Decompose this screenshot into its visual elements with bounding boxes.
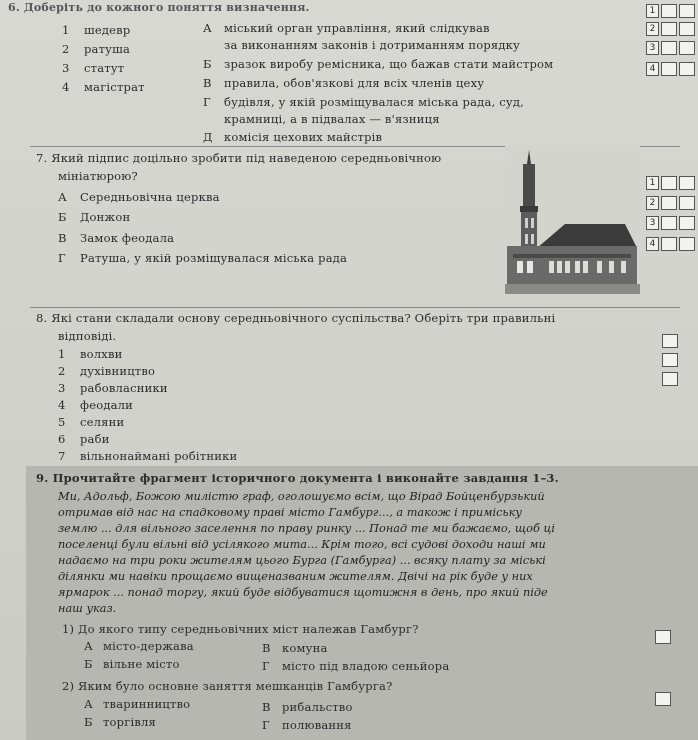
q6-def-letter: Б bbox=[203, 57, 212, 71]
q8-option: раби bbox=[80, 432, 110, 446]
q9-document-line: надаємо на три роки жителям цього Бурга (Гамбурга) ... всяку плату за міські bbox=[58, 554, 546, 567]
q8-option-num: 2 bbox=[58, 364, 66, 378]
q7-row-label: 4 bbox=[646, 237, 659, 251]
q9-sub1-option: вільне місто bbox=[103, 657, 180, 671]
q9-sub2-option: рибальство bbox=[282, 700, 353, 714]
q8-option-num: 1 bbox=[58, 347, 66, 361]
q9-document-line: ярмарок ... понад торгу, який буде відбуватися щотижня в день, про який піде bbox=[58, 586, 548, 599]
q8-option: селяни bbox=[80, 415, 125, 429]
q9-header: 9. Прочитайте фрагмент історичного документа і виконайте завдання 1–3. bbox=[36, 471, 559, 485]
q7-option-letter: Б bbox=[58, 210, 67, 224]
q8-answer-box[interactable] bbox=[662, 353, 678, 367]
q8-option: духівництво bbox=[80, 364, 156, 378]
q6-def-letter: Д bbox=[203, 130, 213, 144]
q6-def-letter: Г bbox=[203, 95, 211, 109]
q9-option-letter: Г bbox=[262, 718, 270, 732]
medieval-miniature-illustration bbox=[505, 146, 640, 294]
q6-def-text: міський орган управління, який слідкував bbox=[224, 21, 490, 35]
q9-document-line: отримав від нас на спадковому праві місто Гамбург..., а також і приміську bbox=[58, 506, 522, 519]
q8-question: 8. Які стани складали основу середньовічного суспільства? Оберіть три правильні bbox=[36, 311, 556, 325]
q7-question: мініатюрою? bbox=[58, 169, 138, 183]
q6-def-text: будівля, у якій розміщувалася міська рада, суд, bbox=[224, 95, 524, 109]
q7-option: Замок феодала bbox=[80, 231, 175, 245]
q6-left-num: 1 bbox=[62, 23, 70, 37]
q8-option-num: 3 bbox=[58, 381, 66, 395]
q7-option: Середньовічна церква bbox=[80, 190, 220, 204]
q6-def-text: комісія цехових майстрів bbox=[224, 130, 383, 144]
q9-sub2-option: полювання bbox=[282, 718, 352, 732]
q6-def-text: крамниці, а в підвалах — в'язниця bbox=[224, 112, 440, 126]
q7-answer-box[interactable] bbox=[661, 196, 677, 210]
q7-row-label: 1 bbox=[646, 176, 659, 190]
q8-option: рабовласники bbox=[80, 381, 168, 395]
q6-def-text: за виконанням законів і дотриманням порядку bbox=[224, 38, 521, 52]
q8-answer-box[interactable] bbox=[662, 334, 678, 348]
q6-row-label: 1 bbox=[646, 4, 659, 18]
q7-answer-box[interactable] bbox=[679, 216, 695, 230]
q6-answer-box[interactable] bbox=[661, 41, 677, 55]
q6-answer-box[interactable] bbox=[679, 41, 695, 55]
q7-option-letter: В bbox=[58, 231, 67, 245]
q6-answer-box[interactable] bbox=[661, 4, 677, 18]
q9-document-line: Ми, Адольф, Божою милістю граф, оголошуємо всім, що Вірад Бойценбурзький bbox=[58, 490, 545, 503]
q6-row-label: 3 bbox=[646, 41, 659, 55]
q6-left-term: магістрат bbox=[84, 80, 145, 94]
q8-question: відповіді. bbox=[58, 329, 117, 343]
q9-option-letter: Г bbox=[262, 659, 270, 673]
q9-option-letter: В bbox=[262, 641, 271, 655]
q7-answer-box[interactable] bbox=[679, 196, 695, 210]
q7-question: 7. Який підпис доцільно зробити під наведеною середньовічною bbox=[36, 151, 442, 165]
q8-option-num: 7 bbox=[58, 449, 66, 463]
q6-answer-box[interactable] bbox=[661, 62, 677, 76]
q7-answer-box[interactable] bbox=[661, 216, 677, 230]
q6-def-text: правила, обов'язкові для всіх членів цеху bbox=[224, 76, 485, 90]
q9-option-letter: А bbox=[84, 639, 93, 653]
q9-document-line: землю ... для вільного заселення по праву ринку ... Понад те ми бажаємо, щоб ці bbox=[58, 522, 555, 535]
q8-answer-box[interactable] bbox=[662, 372, 678, 386]
q8-option: феодали bbox=[80, 398, 134, 412]
q8-option-num: 5 bbox=[58, 415, 66, 429]
q6-answer-box[interactable] bbox=[661, 22, 677, 36]
q9-sub1-option: місто під владою сеньйора bbox=[282, 659, 450, 673]
q8-option-num: 6 bbox=[58, 432, 66, 446]
q6-left-num: 3 bbox=[62, 61, 70, 75]
q9-sub1-option: комуна bbox=[282, 641, 328, 655]
q9-sub2-answer-box[interactable] bbox=[655, 692, 671, 706]
q6-header: 6. Доберіть до кожного поняття визначення. bbox=[8, 1, 310, 14]
q6-def-letter: А bbox=[203, 21, 212, 35]
q9-document-line: ділянки ми навіки прощаємо вищеназваним жителям. Двічі на рік буде у них bbox=[58, 570, 533, 583]
q6-answer-box[interactable] bbox=[679, 62, 695, 76]
q6-def-letter: В bbox=[203, 76, 212, 90]
q7-answer-box[interactable] bbox=[679, 237, 695, 251]
q6-left-term: статут bbox=[84, 61, 125, 75]
q9-document-line: наш указ. bbox=[58, 602, 117, 615]
q6-left-num: 4 bbox=[62, 80, 70, 94]
q9-option-letter: В bbox=[262, 700, 271, 714]
q7-option: Донжон bbox=[80, 210, 131, 224]
q7-option-letter: А bbox=[58, 190, 67, 204]
q7-row-label: 3 bbox=[646, 216, 659, 230]
q9-sub2-option: тваринництво bbox=[103, 697, 191, 711]
q9-option-letter: Б bbox=[84, 715, 93, 729]
q9-sub1-answer-box[interactable] bbox=[655, 630, 671, 644]
q6-left-term: шедевр bbox=[84, 23, 131, 37]
divider bbox=[30, 307, 680, 308]
q9-sub1-option: місто-держава bbox=[103, 639, 194, 653]
q9-sub2-question: 2) Яким було основне заняття мешканців Гамбурга? bbox=[62, 679, 393, 693]
q6-answer-box[interactable] bbox=[679, 4, 695, 18]
q8-option: вільнонаймані робітники bbox=[80, 449, 238, 463]
q9-option-letter: Б bbox=[84, 657, 93, 671]
q7-answer-box[interactable] bbox=[661, 176, 677, 190]
q8-option-num: 4 bbox=[58, 398, 66, 412]
q7-option: Ратуша, у якій розміщувалася міська рада bbox=[80, 251, 348, 265]
q9-sub2-option: торгівля bbox=[103, 715, 156, 729]
q6-left-term: ратуша bbox=[84, 42, 131, 56]
q7-answer-box[interactable] bbox=[679, 176, 695, 190]
q6-answer-box[interactable] bbox=[679, 22, 695, 36]
q6-def-text: зразок виробу ремісника, що бажав стати майстром bbox=[224, 57, 554, 71]
q6-row-label: 2 bbox=[646, 22, 659, 36]
q6-left-num: 2 bbox=[62, 42, 70, 56]
q9-sub1-question: 1) До якого типу середньовічних міст належав Гамбург? bbox=[62, 622, 419, 636]
q9-option-letter: А bbox=[84, 697, 93, 711]
q7-option-letter: Г bbox=[58, 251, 66, 265]
q9-document-line: поселенці були вільні від усілякого мита... Крім того, всі судові доходи наші ми bbox=[58, 538, 546, 551]
q7-answer-box[interactable] bbox=[661, 237, 677, 251]
q8-option: волхви bbox=[80, 347, 123, 361]
q7-row-label: 2 bbox=[646, 196, 659, 210]
q6-row-label: 4 bbox=[646, 62, 659, 76]
